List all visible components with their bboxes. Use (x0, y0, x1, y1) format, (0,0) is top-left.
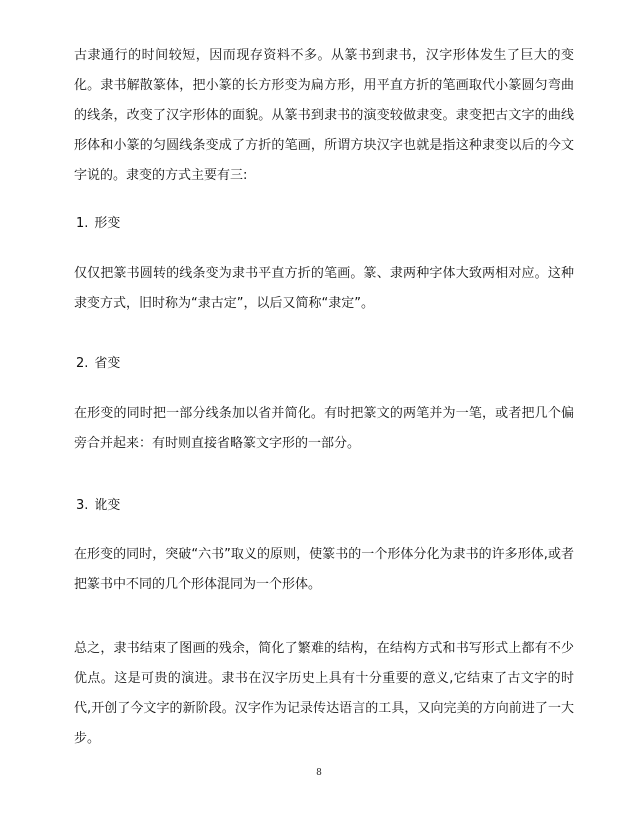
paragraph-ebian: 在形变的同时，突破“六书”取义的原则，使篆书的一个形体分化为隶书的许多形体,或者把篆书中不同的几个形体混同为一个形体。 (74, 547, 574, 592)
heading-xingbian (76, 214, 120, 234)
paragraph-intro: 古隶通行的时间较短，因而现存资料不多。从篆书到隶书，汉字形体发生了巨大的变化。隶书解散篆体，把小篆的长方形变为扁方形，用平直方折的笔画取代小篆圆匀弯曲的线条，改变了汉字形体的面貌。从篆书到隶书的演变较做隶变。隶变把古文字的曲线形体和小篆的匀圆线条变成了方折的笔画，所谓方块汉字也就是指这种隶变以后的今文字说的。隶变的方式主要有三: (74, 48, 574, 183)
heading-number: 2. (76, 356, 89, 371)
heading-title: 讹变 (94, 498, 121, 513)
heading-title: 省变 (94, 356, 121, 371)
paragraph-conclusion: 总之，隶书结束了图画的残余，简化了繁难的结构，在结构方式和书写形式上都有不少优点。这是可贵的演进。隶书在汉字历史上具有十分重要的意义,它结束了古文字的时代,开创了今文字的新阶段。汉字作为记录传达语言的工具，又向完美的方向前进了一大步。 (74, 641, 574, 746)
paragraph-shengbian: 在形变的同时把一部分线条加以省并简化。有时把篆文的两笔并为一笔，或者把几个偏旁合并起来：有时则直接省略篆文字形的一部分。 (74, 406, 574, 451)
heading-number: 1. (76, 216, 89, 231)
page-number: 8 (316, 768, 322, 778)
heading-shengbian (76, 354, 120, 374)
heading-number: 3. (76, 498, 89, 513)
paragraph-xingbian: 仅仅把篆书圆转的线条变为隶书平直方折的笔画。篆、隶两种字体大致两相对应。这种隶变方式，旧时称为“隶古定”，以后又简称“隶定”。 (74, 266, 574, 311)
heading-ebian (76, 496, 120, 516)
heading-title: 形变 (94, 216, 121, 231)
